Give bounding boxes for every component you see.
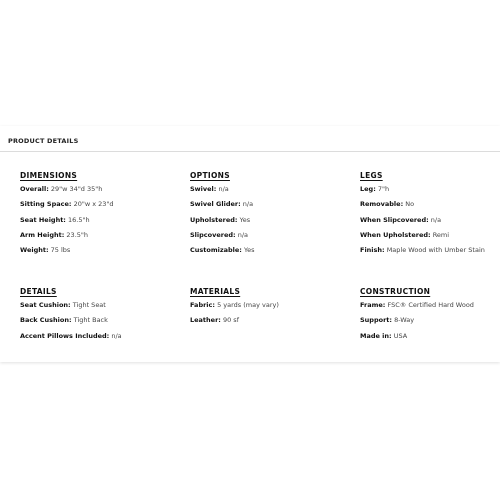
spec-value: 8-Way xyxy=(394,316,415,325)
spec-value: Remi xyxy=(432,230,450,239)
spec-label: Removable: xyxy=(360,200,404,209)
spec-label: Finish: xyxy=(360,246,385,255)
spec-value: n/a xyxy=(237,230,248,239)
spec-row xyxy=(190,231,350,240)
spec-value: USA xyxy=(393,331,408,340)
section-heading: DIMENSIONS xyxy=(20,171,78,180)
spec-label: Customizable: xyxy=(190,246,242,255)
spec-value: n/a xyxy=(218,185,229,193)
spec-label: Overall: xyxy=(20,185,49,193)
spec-label: Swivel Glider: xyxy=(190,200,241,209)
spec-row xyxy=(360,332,500,341)
spec-label: Back Cushion: xyxy=(20,316,72,325)
spec-row xyxy=(20,316,180,325)
spec-label: Slipcovered: xyxy=(190,230,236,239)
spec-value: Tight Back xyxy=(73,316,108,325)
spec-value: Yes xyxy=(239,215,251,224)
spec-row xyxy=(20,246,180,255)
spec-label: Frame: xyxy=(360,301,386,309)
spec-value: 29"w 34"d 35"h xyxy=(50,185,103,193)
spec-label: Leg: xyxy=(360,185,376,193)
spec-value: Maple Wood with Umber Stain xyxy=(386,246,485,255)
section-materials xyxy=(190,287,350,332)
spec-row xyxy=(360,216,500,225)
section-heading: MATERIALS xyxy=(190,287,241,296)
section-heading: OPTIONS xyxy=(190,171,230,180)
spec-row xyxy=(360,200,500,209)
spec-label: Sitting Space: xyxy=(20,200,72,209)
spec-value: 20"w x 23"d xyxy=(73,200,114,209)
section-dimensions xyxy=(20,171,180,261)
section-options xyxy=(190,171,350,261)
spec-row xyxy=(20,185,180,194)
spec-row xyxy=(190,185,350,194)
spec-value: 5 yards (may vary) xyxy=(217,301,279,309)
spec-row xyxy=(20,231,180,240)
spec-label: Accent Pillows Included: xyxy=(20,331,110,340)
spec-row xyxy=(20,216,180,225)
spec-row xyxy=(360,231,500,240)
spec-value: 23.5"h xyxy=(66,230,89,239)
panel-title: PRODUCT DETAILS xyxy=(8,137,79,145)
spec-row xyxy=(20,301,180,310)
spec-label: When Slipcovered: xyxy=(360,215,429,224)
section-heading: CONSTRUCTION xyxy=(360,287,431,296)
spec-value: 16.5"h xyxy=(68,215,90,224)
section-legs xyxy=(360,171,500,261)
spec-value: No xyxy=(405,200,415,209)
spec-label: Leather: xyxy=(190,316,221,325)
divider xyxy=(0,151,500,152)
spec-label: Upholstered: xyxy=(190,215,238,224)
spec-row xyxy=(360,316,500,325)
section-heading: LEGS xyxy=(360,171,383,180)
spec-label: Seat Cushion: xyxy=(20,301,71,309)
spec-row xyxy=(360,301,500,310)
spec-row xyxy=(190,216,350,225)
spec-value: Yes xyxy=(243,246,255,255)
spec-row xyxy=(360,185,500,194)
spec-row xyxy=(20,332,180,341)
spec-value: n/a xyxy=(430,215,442,224)
spec-row xyxy=(190,301,350,310)
spec-value: 75 lbs xyxy=(50,246,71,255)
spec-label: Weight: xyxy=(20,246,49,255)
spec-label: Support: xyxy=(360,316,392,325)
spec-value: Tight Seat xyxy=(72,301,106,309)
spec-label: Fabric: xyxy=(190,301,215,309)
spec-label: Arm Height: xyxy=(20,230,65,239)
spec-label: When Upholstered: xyxy=(360,230,431,239)
spec-row xyxy=(20,200,180,209)
spec-value: 90 sf xyxy=(222,316,239,325)
spec-value: n/a xyxy=(111,331,122,340)
section-heading: DETAILS xyxy=(20,287,57,296)
spec-label: Made in: xyxy=(360,331,392,340)
spec-value: FSC® Certified Hard Wood xyxy=(387,301,474,309)
spec-value: n/a xyxy=(242,200,254,209)
spec-row xyxy=(190,246,350,255)
spec-value: 7"h xyxy=(377,185,390,193)
spec-row xyxy=(360,246,500,255)
section-details xyxy=(20,287,180,347)
spec-label: Swivel: xyxy=(190,185,217,193)
spec-label: Seat Height: xyxy=(20,215,66,224)
spec-row xyxy=(190,316,350,325)
section-construction xyxy=(360,287,500,347)
spec-row xyxy=(190,200,350,209)
